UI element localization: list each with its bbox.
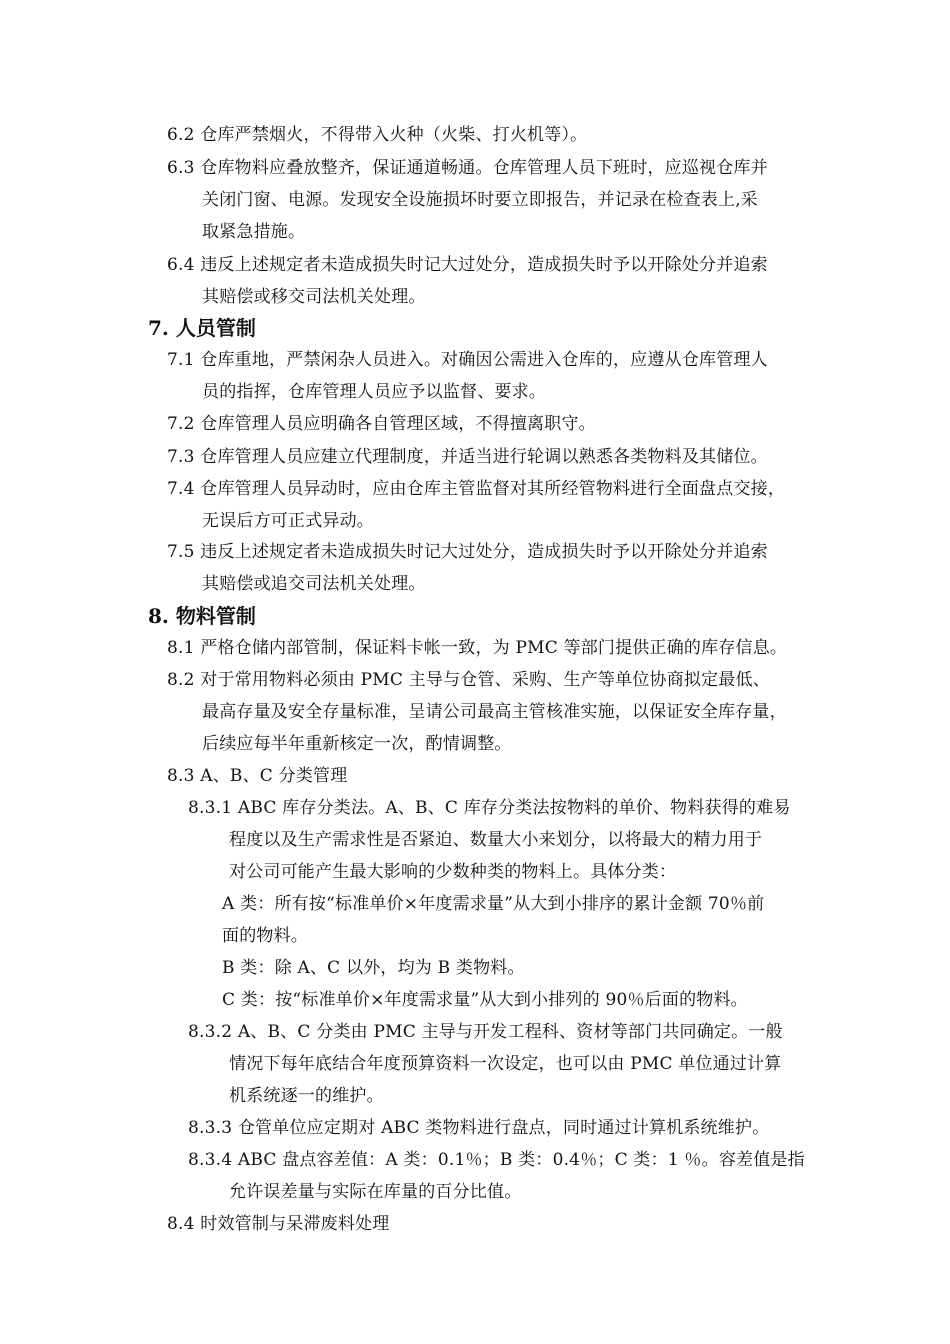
clause-8-3-2-cont: 机系统逐一的维护。 xyxy=(229,1086,384,1106)
clause-8-3-3: 8.3.3 仓管单位应定期对 ABC 类物料进行盘点，同时通过计算机系统维护。 xyxy=(188,1118,770,1138)
clause-7-2: 7.2 仓库管理人员应明确各自管理区域，不得擅离职守。 xyxy=(167,414,596,434)
clause-8-3: 8.3 A、B、C 分类管理 xyxy=(167,766,348,786)
clause-8-3-2-cont: 情况下每年底结合年度预算资料一次设定，也可以由 PMC 单位通过计算 xyxy=(229,1054,782,1074)
clause-7-4: 7.4 仓库管理人员异动时，应由仓库主管监督对其所经管物料进行全面盘点交接， xyxy=(167,479,786,499)
section-7-heading: 7. 人员管制 xyxy=(148,316,256,340)
section-8-heading: 8. 物料管制 xyxy=(148,604,256,628)
clause-6-3-cont: 取紧急措施。 xyxy=(202,222,306,242)
clause-6-2: 6.2 仓库严禁烟火，不得带入火种（火柴、打火机等）。 xyxy=(167,125,588,145)
clause-7-1-cont: 员的指挥，仓库管理人员应予以监督、要求。 xyxy=(202,382,546,402)
class-a-cont: 面的物料。 xyxy=(222,926,308,946)
clause-8-3-1: 8.3.1 ABC 库存分类法。A、B、C 库存分类法按物料的单价、物料获得的难易 xyxy=(188,798,791,818)
clause-8-3-4-cont: 允许误差量与实际在库量的百分比值。 xyxy=(229,1182,522,1202)
class-c: C 类：按“标准单价×年度需求量”从大到小排列的 90％后面的物料。 xyxy=(222,990,748,1010)
clause-7-3: 7.3 仓库管理人员应建立代理制度，并适当进行轮调以熟悉各类物料及其储位。 xyxy=(167,447,768,467)
clause-8-3-2: 8.3.2 A、B、C 分类由 PMC 主导与开发工程科、资材等部门共同确定。一般 xyxy=(188,1022,783,1042)
clause-8-3-1-cont: 对公司可能产生最大影响的少数种类的物料上。具体分类： xyxy=(229,862,677,882)
class-a: A 类：所有按“标准单价×年度需求量”从大到小排序的累计金额 70％前 xyxy=(222,894,765,914)
clause-7-4-cont: 无误后方可正式异动。 xyxy=(202,511,374,531)
class-b: B 类：除 A、C 以外，均为 B 类物料。 xyxy=(222,958,525,978)
clause-8-2: 8.2 对于常用物料必须由 PMC 主导与仓管、采购、生产等单位协商拟定最低、 xyxy=(167,670,770,690)
clause-6-3: 6.3 仓库物料应叠放整齐，保证通道畅通。仓库管理人员下班时，应巡视仓库并 xyxy=(167,158,768,178)
clause-6-4: 6.4 违反上述规定者未造成损失时记大过处分，造成损失时予以开除处分并追索 xyxy=(167,255,768,275)
clause-6-4-cont: 其赔偿或移交司法机关处理。 xyxy=(202,287,426,307)
clause-8-2-cont: 最高存量及安全存量标准，呈请公司最高主管核准实施，以保证安全库存量， xyxy=(202,702,787,722)
clause-7-5-cont: 其赔偿或追交司法机关处理。 xyxy=(202,574,426,594)
clause-8-1: 8.1 严格仓储内部管制，保证料卡帐一致，为 PMC 等部门提供正确的库存信息。 xyxy=(167,638,788,658)
clause-6-3-cont: 关闭门窗、电源。发现安全设施损坏时要立即报告，并记录在检查表上,采 xyxy=(202,190,759,210)
clause-8-4: 8.4 时效管制与呆滞废料处理 xyxy=(167,1214,390,1234)
clause-7-1: 7.1 仓库重地，严禁闲杂人员进入。对确因公需进入仓库的，应遵从仓库管理人 xyxy=(167,350,768,370)
clause-8-2-cont: 后续应每半年重新核定一次，酌情调整。 xyxy=(202,734,512,754)
clause-7-5: 7.5 违反上述规定者未造成损失时记大过处分，造成损失时予以开除处分并追索 xyxy=(167,542,768,562)
clause-8-3-4: 8.3.4 ABC 盘点容差值：A 类：0.1％；B 类：0.4％；C 类：1 ％。容差值是指 xyxy=(188,1150,805,1170)
clause-8-3-1-cont: 程度以及生产需求性是否紧迫、数量大小来划分，以将最大的精力用于 xyxy=(229,830,763,850)
